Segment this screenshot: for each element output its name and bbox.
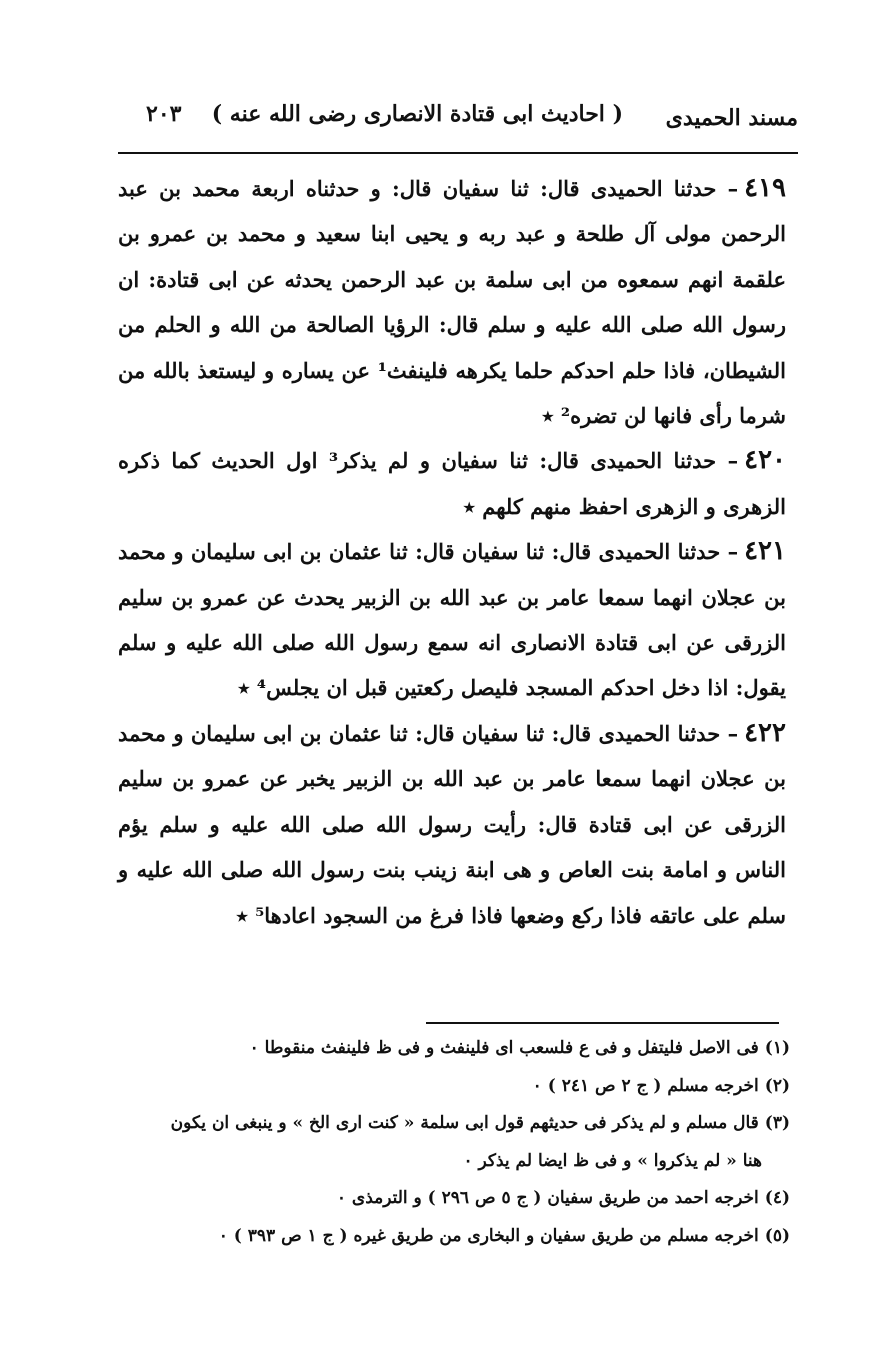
- footnote-text: اخرجه احمد من طريق سفيان ( ج ٥ ص ٢٩٦ ) و الترمذى ٠: [336, 1188, 759, 1208]
- footnote-mark: (١): [764, 1038, 790, 1058]
- footnote-text: فى الاصل فليتفل و فى ع فلسعب اى فلينفث و فى ظ فلينفث منقوطا ٠: [249, 1038, 759, 1058]
- main-text: [118, 166, 786, 938]
- footnote-mark: (٤): [764, 1188, 790, 1208]
- footnote-text: هنا « لم يذكروا » و فى ظ ايضا لم يذكر ٠: [463, 1150, 762, 1171]
- hadith-number: ٤٢٠: [744, 445, 787, 476]
- running-header: [118, 95, 798, 141]
- hadith-number: ٤٢٢: [744, 717, 786, 748]
- hadith-419: [118, 166, 786, 438]
- hadith-text: – حدثنا الحميدى قال: ثنا سفيان قال: ثنا عثمان بن ابى سليمان و محمد بن عجلان انهما سمعا عامر بن عبد الله بن الزبير يحدث عن عمرو بن سليم الزرقى عن ابى قتادة الانصارى انه سمع رسول الله صلى الله عليه و سلم يقول: اذا دخل احدكم المسجد فليصل ركعتين قبل ان يجلس⁴ ٭: [118, 539, 786, 701]
- hadith-420: [118, 438, 786, 529]
- footnote-mark: (٢): [764, 1075, 790, 1096]
- header-rule: [118, 152, 798, 154]
- footnote-5: [100, 1218, 790, 1256]
- footnote-3-continuation: [100, 1143, 790, 1181]
- book-title: مسند الحميدى: [665, 105, 798, 131]
- hadith-number: ٤١٩: [744, 173, 786, 203]
- footnote-4: [100, 1180, 790, 1218]
- footnote-text: اخرجه مسلم ( ج ٢ ص ٢٤١ ) ٠: [532, 1075, 759, 1096]
- hadith-text: – حدثنا الحميدى قال: ثنا سفيان قال: ثنا عثمان بن ابى سليمان و محمد بن عجلان انهما سمعا عامر بن عبد الله بن الزبير يخبر عن عمرو بن سليم الزرقى عن ابى قتادة قال: رأيت رسول الله صلى الله عليه و سلم يؤم الناس و امامة بنت العاص و هى ابنة زينب بنت رسول الله صلى الله عليه و سلم على عاتقه فاذا ركع وضعها فاذا فرغ من السجود اعادها⁵ ٭: [118, 720, 786, 928]
- footnotes: [100, 1030, 790, 1255]
- hadith-text: – حدثنا الحميدى قال: ثنا سفيان قال: و حدثناه اربعة محمد بن عبد الرحمن مولى آل طلحة و عبد ربه و يحيى ابنا سعيد و محمد بن عمرو بن علقمة انهم سمعوه من ابى سلمة بن عبد الرحمن يحدثه عن ابى قتادة: ان رسول الله صلى الله عليه و سلم قال: الرؤيا الصالحة من الله و الحلم من الشيطان، فاذا حلم احدكم حلما يكرهه فلينفث¹ عن يساره و ليستعذ بالله من شرما رأى فانها لن تضره² ٭: [118, 176, 786, 429]
- footnote-2: [100, 1068, 790, 1106]
- footnote-text: اخرجه مسلم من طريق سفيان و البخارى من طريق غيره ( ج ١ ص ٣٩٣ ) ٠: [218, 1225, 759, 1246]
- hadith-422: [118, 711, 786, 938]
- footnote-1: [100, 1030, 790, 1068]
- footnote-rule: [426, 1022, 779, 1024]
- hadith-421: [118, 529, 786, 711]
- footnote-3: [100, 1105, 790, 1143]
- hadith-text: – حدثنا الحميدى قال: ثنا سفيان و لم يذكر³ اول الحديث كما ذكره الزهرى و الزهرى احفظ منهم كلهم ٭: [118, 448, 786, 519]
- footnote-mark: (٥): [764, 1225, 790, 1246]
- hadith-number: ٤٢١: [744, 536, 786, 567]
- page-number: ٢٠٣: [146, 101, 182, 127]
- footnote-text: قال مسلم و لم يذكر فى حديثهم قول ابى سلمة « كنت ارى الخ » و ينبغى ان يكون: [170, 1113, 759, 1133]
- chapter-title: ( احاديث ابى قتادة الانصارى رضى الله عنه ): [211, 101, 623, 127]
- footnote-mark: (٣): [764, 1113, 790, 1133]
